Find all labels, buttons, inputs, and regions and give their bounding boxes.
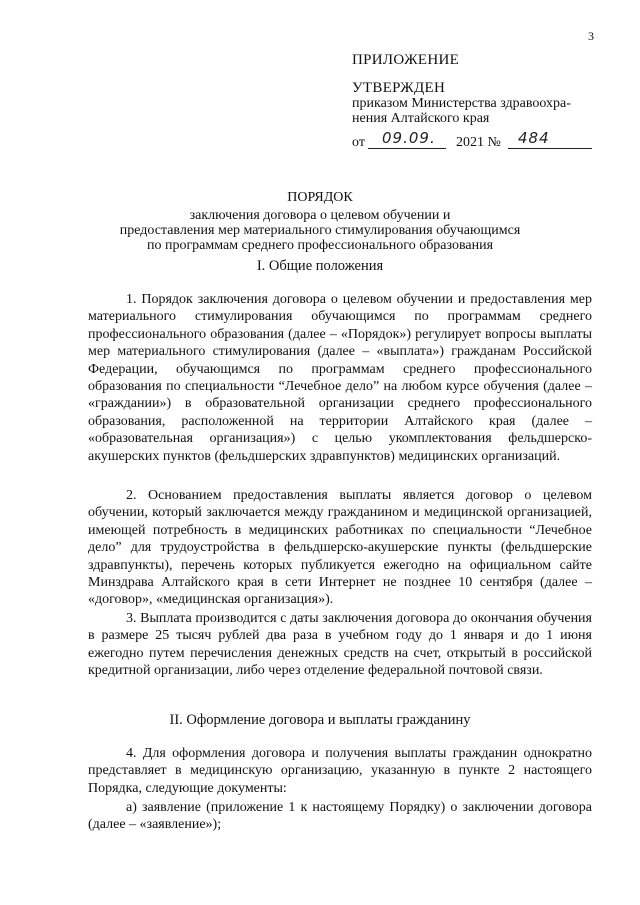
section-heading-2: II. Оформление договора и выплаты гражданину: [169, 712, 471, 728]
year-text: 2021 №: [456, 135, 501, 150]
doc-title-line-2: предоставления мер материального стимулирования обучающимся: [119, 223, 521, 238]
paragraph-3: 3. Выплата производится с даты заключения договора до окончания обучения в размере 25 тысяч рублей два раза в учебном году до 1 января и до 1 июня ежегодно путем перечисления денежных средств на счет, открытый в российской кредитной организации, либо через отделение федеральной почтовой связи.: [88, 611, 592, 679]
order-line-1: приказом Министерства здравоохра-: [352, 96, 571, 111]
date-line: [352, 131, 612, 151]
section-heading-1: I. Общие положения: [256, 258, 384, 274]
handwritten-date: 09.09.: [382, 129, 436, 147]
order-line-2: нения Алтайского края: [352, 111, 490, 126]
doc-title-line-3: по программам среднего профессионального образования: [146, 238, 494, 253]
approved-label: УТВЕРЖДЕН: [352, 80, 446, 96]
paragraph-1: 1. Порядок заключения договора о целевом обучении и предоставления мер материального стимулирования обучающимся по программам среднего профессионального образования (далее – «Порядок») регулирует вопросы выплаты мер материального стимулирования (далее – «выплата») гражданам Российской Федерации, обучающимся по программам среднего профессионального образования по специальности “Лечебное дело” на любом курсе обучения (далее – «граждании») в образовательной организации среднего профессионального образования, расположенной на территории Алтайского края (далее – «образовательная организация») с целью укомплектования фельдшерско-акушерских пунктов (фельдшерских здравпунктов) медицинских организаций.: [88, 292, 592, 464]
handwritten-number: 484: [518, 129, 550, 147]
date-underline: [368, 148, 446, 149]
page-number: 3: [588, 29, 594, 43]
date-prefix: от: [352, 135, 365, 150]
number-underline: [508, 148, 592, 149]
appendix-label: ПРИЛОЖЕНИЕ: [352, 52, 460, 68]
paragraph-5: а) заявление (приложение 1 к настоящему Порядку) о заключении договора (далее – «заявление»);: [88, 800, 592, 833]
approval-block: [352, 53, 612, 151]
doc-title-heading: ПОРЯДОК: [287, 190, 353, 205]
paragraph-2: 2. Основанием предоставления выплаты является договор о целевом обучении, который заключается между гражданином и медицинской организацией, имеющей потребность в медицинских работниках по специальности “Лечебное дело” для трудоустройства в фельдшерско-акушерские пункты (фельдшерские здравпункты), перечень которых публикуется ежегодно на официальном сайте Минздрава Алтайского края в сети Интернет не позднее 10 сентября (далее – «договор», «медицинская организация»).: [88, 488, 592, 608]
doc-title-block: [60, 190, 580, 253]
paragraph-4: 4. Для оформления договора и получения выплаты гражданин однократно представляет в медицинскую организацию, указанную в пункте 2 настоящего Порядка, следующие документы:: [88, 746, 592, 796]
doc-title-line-1: заключения договора о целевом обучении и: [189, 208, 451, 223]
